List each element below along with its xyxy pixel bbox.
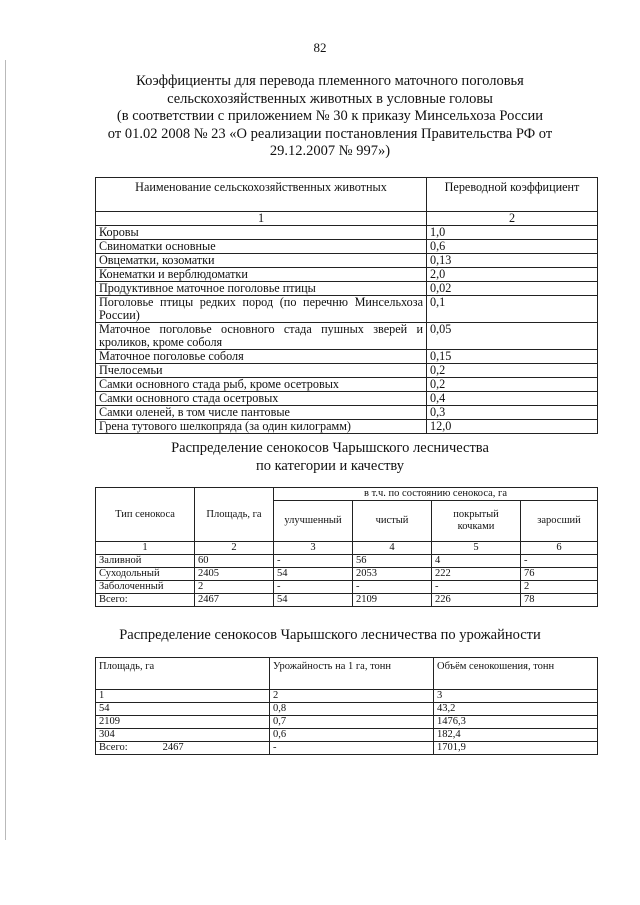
column-header: Наименование сельскохозяйственных животных	[96, 178, 427, 212]
table-cell: 222	[432, 568, 521, 581]
column-number-row	[96, 212, 598, 226]
page-number: 82	[313, 40, 327, 55]
hayfield-yield-heading	[60, 627, 600, 645]
table-cell: 1701,9	[434, 742, 598, 755]
coefficient-value: 0,3	[427, 406, 598, 420]
animal-name: Продуктивное маточное поголовье птицы	[96, 282, 427, 296]
table-total-row	[96, 742, 598, 755]
table-cell: 2109	[96, 716, 270, 729]
column-number: 3	[434, 690, 598, 703]
column-number: 2	[427, 212, 598, 226]
coefficient-value: 12,0	[427, 420, 598, 434]
table-cell: -	[274, 581, 353, 594]
column-number: 1	[96, 212, 427, 226]
total-area: 2467	[162, 742, 184, 753]
animal-name: Овцематки, козоматки	[96, 254, 427, 268]
column-header: заросший	[521, 501, 598, 542]
table-cell: 2109	[353, 594, 432, 607]
table-row	[96, 716, 598, 729]
table-cell: 2	[195, 581, 274, 594]
table-cell: Всего:	[96, 594, 195, 607]
table-cell: 78	[521, 594, 598, 607]
table-row	[96, 420, 598, 434]
table-cell: 54	[274, 594, 353, 607]
animal-name: Конематки и верблюдоматки	[96, 268, 427, 282]
column-number: 2	[270, 690, 434, 703]
table-cell: 226	[432, 594, 521, 607]
group-header: в т.ч. по состоянию сенокоса, га	[274, 488, 598, 501]
table-cell: -	[521, 555, 598, 568]
column-number: 1	[96, 690, 270, 703]
table-row	[96, 406, 598, 420]
table-cell: Заливной	[96, 555, 195, 568]
animal-name: Поголовье птицы редких пород (по перечню Минсельхоза России)	[96, 296, 427, 323]
coefficient-value: 0,1	[427, 296, 598, 323]
column-number: 5	[432, 542, 521, 555]
animal-name: Маточное поголовье основного стада пушных зверей и кроликов, кроме соболя	[96, 323, 427, 350]
table-row	[96, 240, 598, 254]
table-row	[96, 364, 598, 378]
heading-line: 29.12.2007 № 997»)	[269, 143, 391, 159]
table-cell: 0,7	[270, 716, 434, 729]
column-number: 1	[96, 542, 195, 555]
table-cell: 2405	[195, 568, 274, 581]
coefficient-value: 0,4	[427, 392, 598, 406]
heading-line: Коэффициенты для перевода племенного маточного поголовья	[136, 73, 524, 89]
column-number: 2	[195, 542, 274, 555]
hayfield-category-heading	[80, 440, 580, 475]
table-row	[96, 350, 598, 364]
coefficient-value: 2,0	[427, 268, 598, 282]
hayfield-yield-table	[95, 657, 598, 755]
coefficients-table	[95, 177, 598, 434]
animal-name: Самки основного стада рыб, кроме осетровых	[96, 378, 427, 392]
table-cell: 43,2	[434, 703, 598, 716]
heading-line: (в соответствии с приложением № 30 к приказу Минсельхоза России	[116, 108, 544, 124]
table-cell: 304	[96, 729, 270, 742]
table-cell: 182,4	[434, 729, 598, 742]
table-cell: Заболоченный	[96, 581, 195, 594]
coefficient-value: 1,0	[427, 226, 598, 240]
table-row	[96, 254, 598, 268]
coefficient-value: 0,02	[427, 282, 598, 296]
animal-name: Маточное поголовье соболя	[96, 350, 427, 364]
table-row	[96, 703, 598, 716]
table-cell: 76	[521, 568, 598, 581]
table-cell: -	[353, 581, 432, 594]
column-number: 3	[274, 542, 353, 555]
table-row	[96, 568, 598, 581]
coefficient-value: 0,6	[427, 240, 598, 254]
coefficient-value: 0,05	[427, 323, 598, 350]
table-header-row	[96, 658, 598, 690]
table-cell: Суходольный	[96, 568, 195, 581]
heading-line: Распределение сенокосов Чарышского лесничества по урожайности	[119, 627, 541, 643]
table-total-row	[96, 594, 598, 607]
heading-line: сельскохозяйственных животных в условные головы	[167, 90, 493, 107]
table-cell: 54	[96, 703, 270, 716]
table-cell: -	[432, 581, 521, 594]
column-header: Объём сенокошения, тонн	[434, 658, 598, 690]
animal-name: Самки оленей, в том числе пантовые	[96, 406, 427, 420]
table-row	[96, 226, 598, 240]
table-cell: -	[270, 742, 434, 755]
total-label-cell	[96, 742, 270, 755]
heading-line: Распределение сенокосов Чарышского лесничества	[171, 440, 489, 456]
table-cell: 2053	[353, 568, 432, 581]
column-header: Площадь, га	[96, 658, 270, 690]
hayfield-category-table	[95, 487, 598, 607]
column-header: Переводной коэффициент	[427, 178, 598, 212]
table-cell: 56	[353, 555, 432, 568]
animal-name: Грена тутового шелкопряда (за один килограмм)	[96, 420, 427, 434]
table-row	[96, 392, 598, 406]
column-header: улучшенный	[274, 501, 353, 542]
table-row	[96, 296, 598, 323]
column-header: покрытый кочками	[432, 501, 521, 542]
table-row	[96, 729, 598, 742]
table-row	[96, 323, 598, 350]
coefficients-heading	[80, 73, 580, 161]
table-row	[96, 282, 598, 296]
column-header: чистый	[353, 501, 432, 542]
heading-line: по категории и качеству	[255, 457, 405, 474]
table-row	[96, 581, 598, 594]
column-header: Площадь, га	[195, 488, 274, 542]
column-header: Урожайность на 1 га, тонн	[270, 658, 434, 690]
table-cell: 4	[432, 555, 521, 568]
coefficient-value: 0,2	[427, 364, 598, 378]
table-row	[96, 378, 598, 392]
coefficient-value: 0,15	[427, 350, 598, 364]
table-cell: 60	[195, 555, 274, 568]
animal-name: Свиноматки основные	[96, 240, 427, 254]
table-row	[96, 555, 598, 568]
table-header-row	[96, 488, 598, 501]
column-number: 6	[521, 542, 598, 555]
table-cell: 54	[274, 568, 353, 581]
heading-line: от 01.02 2008 № 23 «О реализации постановления Правительства РФ от	[107, 125, 553, 142]
animal-name: Коровы	[96, 226, 427, 240]
animal-name: Самки основного стада осетровых	[96, 392, 427, 406]
table-cell: 2	[521, 581, 598, 594]
column-number-row	[96, 542, 598, 555]
coefficient-value: 0,13	[427, 254, 598, 268]
animal-name: Пчелосемьи	[96, 364, 427, 378]
column-number-row	[96, 690, 598, 703]
coefficient-value: 0,2	[427, 378, 598, 392]
scan-edge-line	[5, 60, 6, 840]
table-row	[96, 268, 598, 282]
table-cell: -	[274, 555, 353, 568]
column-header: Тип сенокоса	[96, 488, 195, 542]
table-cell: 0,6	[270, 729, 434, 742]
table-cell: 1476,3	[434, 716, 598, 729]
table-cell: 2467	[195, 594, 274, 607]
table-cell: 0,8	[270, 703, 434, 716]
table-header-row	[96, 178, 598, 212]
column-number: 4	[353, 542, 432, 555]
total-label: Всего:	[99, 742, 128, 753]
